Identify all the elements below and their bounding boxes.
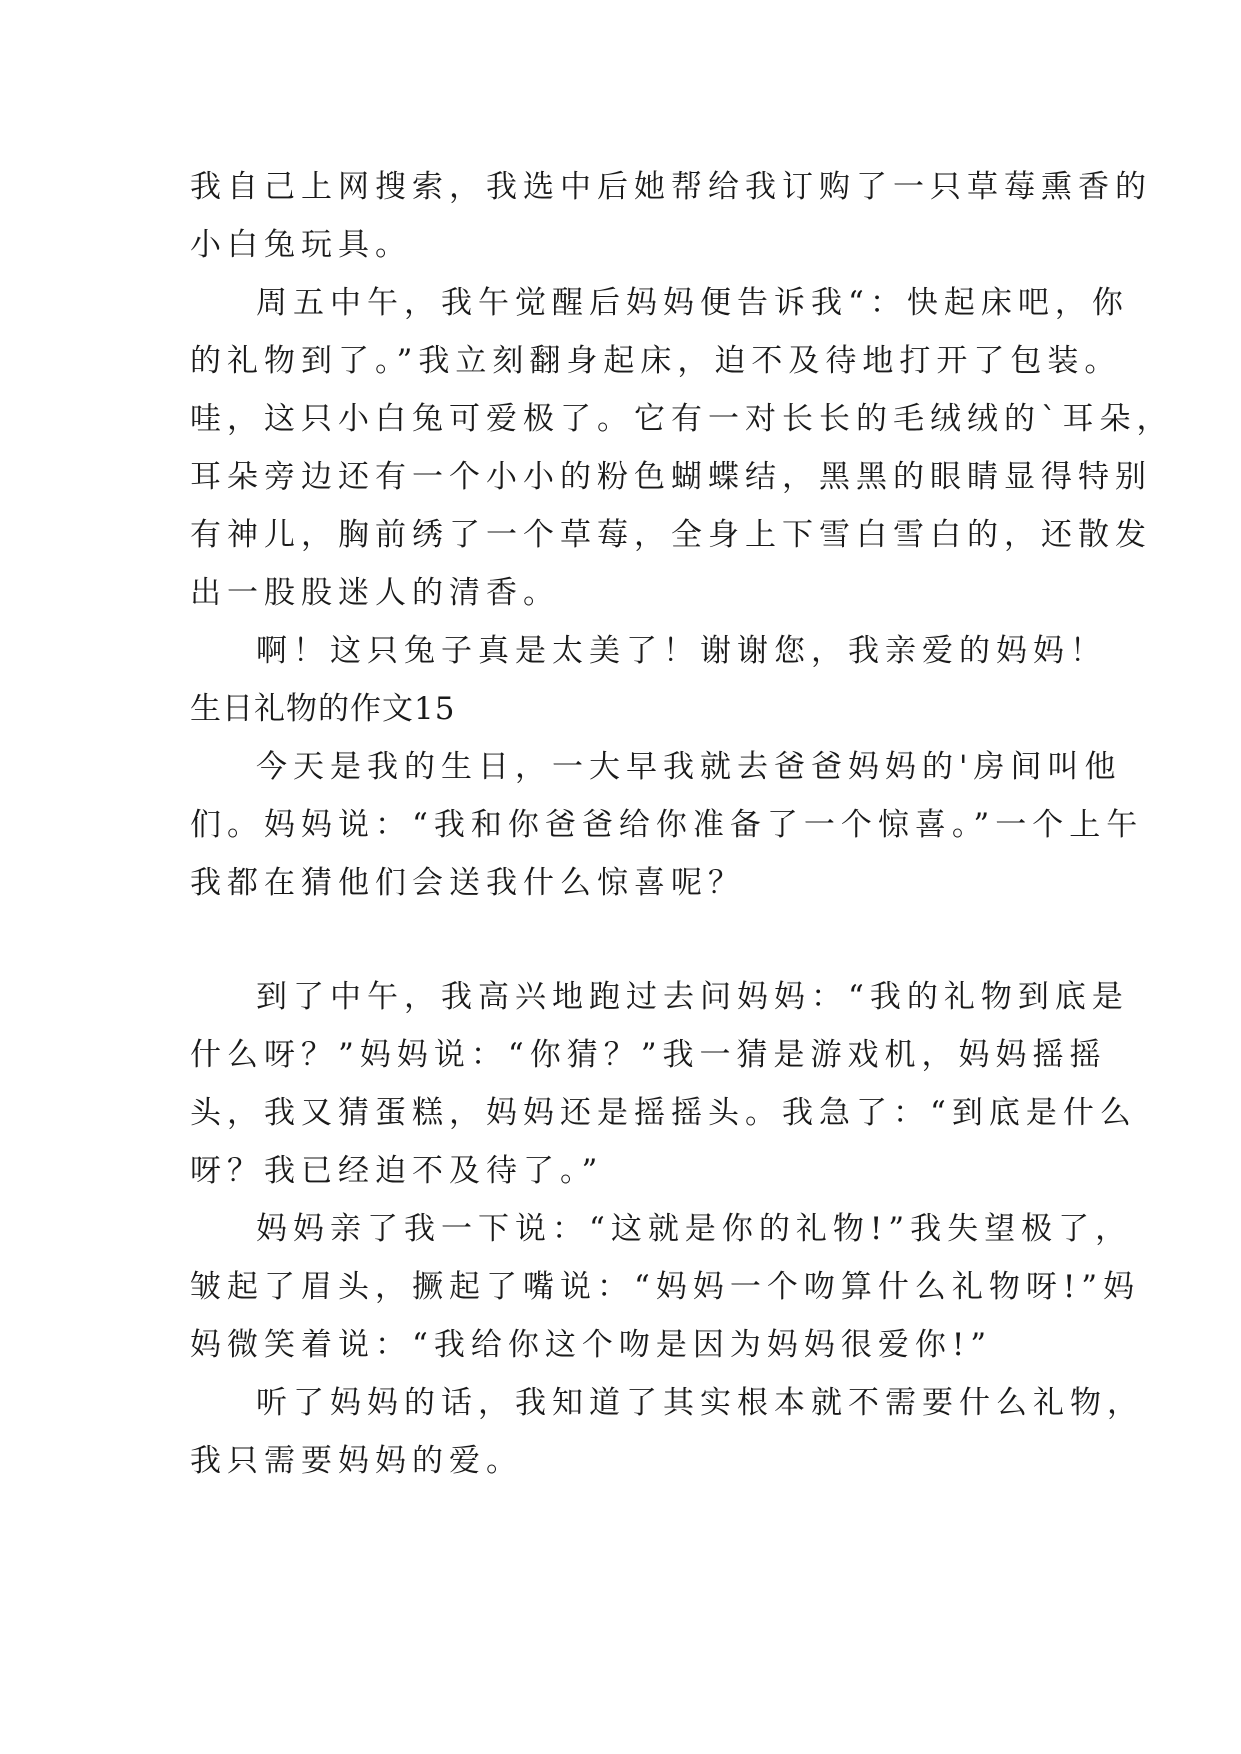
text-line: 皱起了眉头，撅起了嘴说：“妈妈一个吻算什么礼物呀!”妈 — [190, 1269, 1141, 1305]
text-line: 的礼物到了。”我立刻翻身起床，迫不及待地打开了包装。 — [190, 343, 1122, 379]
text-line: 什么呀？”妈妈说：“你猜？”我一猜是游戏机，妈妈摇摇 — [190, 1037, 1107, 1073]
text-line: 出一股股迷人的清香。 — [190, 575, 560, 611]
paragraph-gap — [190, 912, 1070, 968]
text-line: 们。妈妈说：“我和你爸爸给你准备了一个惊喜。”一个上午 — [190, 807, 1144, 843]
paragraph-start-line: 到了中午，我高兴地跑过去问妈妈：“我的礼物到底是 — [256, 979, 1129, 1015]
text-line: 小白兔玩具。 — [190, 227, 412, 263]
text-line: 我自己上网搜索，我选中后她帮给我订购了一只草莓熏香的 — [190, 169, 1152, 205]
text-line: 我都在猜他们会送我什么惊喜呢？ — [190, 865, 745, 901]
text-line: 头，我又猜蛋糕，妈妈还是摇摇头。我急了：“到底是什么 — [190, 1095, 1137, 1131]
document-page — [190, 158, 1174, 1490]
text-line: 哇，这只小白兔可爱极了。它有一对长长的毛绒绒的`耳朵， — [190, 401, 1174, 437]
paragraph-start-line: 听了妈妈的话，我知道了其实根本就不需要什么礼物， — [256, 1385, 1144, 1421]
paragraph-start-line: 今天是我的生日，一大早我就去爸爸妈妈的'房间叫他 — [256, 749, 1122, 785]
text-line: 我只需要妈妈的爱。 — [190, 1443, 523, 1479]
text-line: 耳朵旁边还有一个小小的粉色蝴蝶结，黑黑的眼睛显得特别 — [190, 459, 1152, 495]
paragraph-start-line: 妈妈亲了我一下说：“这就是你的礼物!”我失望极了， — [256, 1211, 1133, 1247]
paragraph-start-line: 周五中午，我午觉醒后妈妈便告诉我“：快起床吧，你 — [256, 285, 1129, 321]
paragraph-start-line: 啊！这只兔子真是太美了！谢谢您，我亲爱的妈妈！ — [256, 633, 1107, 669]
text-line: 有神儿，胸前绣了一个草莓，全身上下雪白雪白的，还散发 — [190, 517, 1152, 553]
essay-heading: 生日礼物的作文15 — [190, 691, 456, 727]
text-line: 呀？我已经迫不及待了。” — [190, 1153, 604, 1189]
text-line: 妈微笑着说：“我给你这个吻是因为妈妈很爱你!” — [190, 1327, 993, 1363]
